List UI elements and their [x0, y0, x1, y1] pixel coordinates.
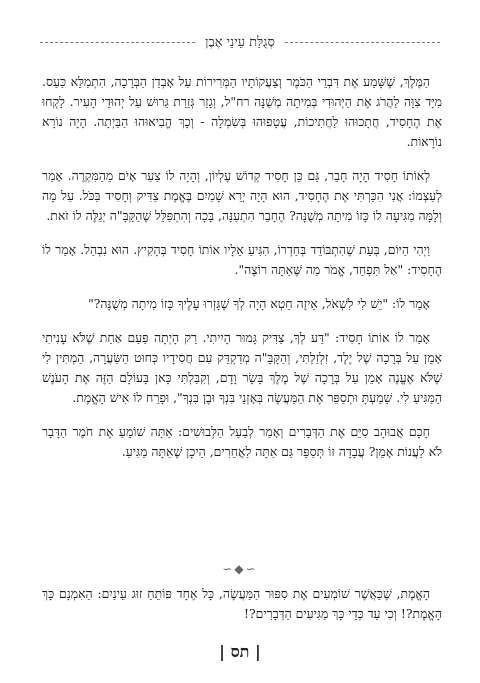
section-divider-ornament: ∽◆∽ [222, 562, 258, 576]
page-number: | תס | [219, 642, 261, 661]
paragraph: הַמֶּלֶךְ, שֶׁשָּׁמַע אֶת דִּבְרֵי הַכֹּמֶר וְצַעֲקוֹתָיו הַמְּרִירוֹת עַל אָבְדַן הַבְּרָכָה, הִתְמַלֵּא כַּעַס. מִיָּד צִוָּה לַהֲרֹג אֶת הַיְּהוּדִי בְּמִיתָה מְשֻׁנָּה רח"ל, וְגָזַר גְּזֵרַת גֵּרוּשׁ עַל יְהוּדֵי הָעִיר. לָקְחוּ אֶת הֶחָסִיד, חֲתָכוּהוּ לַחֲתִיכוֹת, עֲטָפוּהוּ בְּשִׂמְלָה - וְכָךְ הֱבִיאוּהוּ הַבַּיְתָה. הָיָה נוֹרָא נוֹרָאוֹת. [42, 74, 442, 149]
header-rule-left [40, 42, 195, 43]
paragraph: לְאוֹתוֹ חָסִיד הָיָה חָבֵר, גַּם כֵּן חָסִיד קְדוֹשׁ עֶלְיוֹן, וְהָיָה לוֹ צַעַר אָיֹם מֵהַמִּקְרֶה. אָמַר לְעַצְמוֹ: אֲנִי הִכַּרְתִּי אֶת הֶחָסִיד, הוּא הָיָה יְרֵא שָׁמַיִם בֶּאֱמֶת צַדִּיק וְחָסִיד בַּכֹּל. עַל מָה וְלָמָּה מַגִּיעָה לוֹ כָּזוֹ מִיתָה מְשֻׁנָּה? הֶחָבֵר הִתְעַנָּה, בָּכָה וְהִתְפַּלֵּל שֶׁהַקָּבָּ"ה יְגַלֶּה לוֹ זֹאת. [42, 168, 442, 223]
paragraph: חָכָם אֲבוּהָב סִיֵּם אֶת הַדְּבָרִים וְאָמַר לְבַעַל הַלְּבוּשִׁים: אַתָּה שׁוֹמֵעַ אֶת חֹמֶר הַדָּבָר לֹא לַעֲנוֹת אָמֵן? עֲבָדָה זוֹ תְּסַפֵּר גַּם אַתָּה לַאֲחֵרִים, הֵיכָן שֶׁאַתָּה מַגִּיעַ. [42, 424, 442, 459]
body-text [42, 72, 442, 476]
paragraph: וַיְהִי הַיּוֹם, בְּעֵת שֶׁהִתְבּוֹדֵד בְּחַדְרוֹ, הִגִּיעַ אֵלָיו אוֹתוֹ חָסִיד בְּהָקִיץ. הוּא נִבְהַל. אָמַר לוֹ הֶחָסִיד: "אַל תִּפְחַד, אֱמֹר מַה שֶּׁאַתָּה רוֹצֶה". [42, 242, 442, 277]
header-rule-right [285, 42, 440, 43]
running-header [40, 32, 440, 52]
closing-paragraph: הָאֱמֶת, שֶׁכַּאֲשֶׁר שׁוֹמְעִים אֶת סִפּוּר הַמַּעֲשֶׂה, כָּל אֶחָד פּוֹתֵחַ זוּג עֵינַיִם: הַאִמְנָם כָּךְ הָאֱמֶת?! וְכִי עַד כְּדֵי כָּךְ מַגִּיעִים הַדְּבָרִים?! [42, 586, 442, 621]
closing-text [42, 584, 442, 624]
paragraph: אָמַר לוֹ: "יֵשׁ לִי לִשְׁאֹל, אֵיזֶה חֵטְא הָיָה לְךָ שֶׁגָּזְרוּ עָלֶיךָ כָּזוֹ מִיתָה מְשֻׁנָּה?" [88, 296, 430, 311]
paragraph: אָמַר לוֹ אוֹתוֹ חָסִיד: "דַּע לְךָ, צַדִּיק גָּמוּר הָיִיתִי. רַק הָיְתָה פַּעַם אַחַת שֶׁלֹּא עָנִיתִי אָמֵן עַל בְּרָכָה שֶׁל יֶלֶד, זִלְזַלְתִּי, וְהַקָּבָּ"ה מְדַקְדֵּק עִם חֲסִידָיו כְּחוּט הַשַּׂעֲרָה, הַמְתִּין לִי שֶׁלֹּא אֶעֱנֶה אָמֵן עַל בְּרָכָה שֶׁל מֶלֶךְ בָּשָׂר וָדָם, וְקִבַּלְתִּי כָּאן בָּעוֹלָם הַזֶּה אֶת הָעֹנֶשׁ הַמַּגִּיעַ לִי. שָׁמַעְתָּ וּתְסַפֵּר אֶת הַמַּעֲשֶׂה בְּאָזְנֵי בִּנְךָ וּבֶן בִּנְךָ", וּפָרַח לוֹ אִישׁ הָאֱמֶת. [42, 330, 442, 405]
header-title: סְגֻלַּת עֵינֵי אֶבֶן [205, 35, 275, 50]
